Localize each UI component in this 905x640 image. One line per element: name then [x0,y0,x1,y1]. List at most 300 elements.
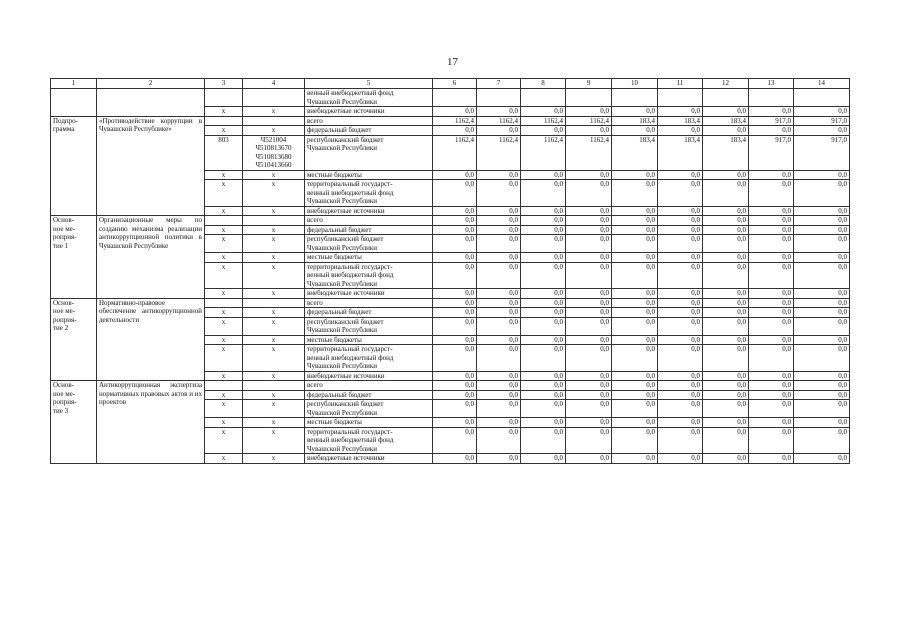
cell-value: 0,0 [749,317,794,335]
column-number: 1 [51,79,97,89]
column-number: 7 [477,79,521,89]
cell-value: 0,0 [749,126,794,136]
cell-value: 0,0 [477,107,521,117]
cell-value: 0,0 [433,107,477,117]
cell-value [749,89,794,107]
cell-target-code: х [243,390,305,400]
cell-value: 0,0 [477,390,521,400]
column-number: 8 [521,79,566,89]
cell-value: 0,0 [703,107,749,117]
cell-value: 0,0 [749,216,794,226]
cell-value: 1162,4 [521,116,566,126]
cell-value: 0,0 [612,298,658,308]
cell-value: 0,0 [521,235,566,253]
cell-value: 0,0 [749,427,794,454]
cell-value: 0,0 [433,235,477,253]
cell-value [612,89,658,107]
cell-funding-source: территориальный государст- венный внебюджетный фонд Чувашской Республики [305,345,433,372]
cell-value: 0,0 [749,345,794,372]
cell-value: 0,0 [658,454,703,464]
cell-target-code: х [243,107,305,117]
cell-funding-source: федеральный бюджет [305,126,433,136]
cell-value: 0,0 [566,381,612,391]
cell-gr-code: х [205,289,243,299]
cell-value: 0,0 [703,381,749,391]
cell-value: 0,0 [477,418,521,428]
cell-value: 0,0 [658,126,703,136]
cell-value: 0,0 [477,225,521,235]
cell-value: 917,0 [794,116,850,126]
cell-value: 0,0 [794,170,850,180]
cell-value: 0,0 [612,317,658,335]
cell-value: 0,0 [566,253,612,263]
cell-funding-source: республиканский бюджет Чувашской Республики [305,400,433,418]
cell-value: 0,0 [433,390,477,400]
cell-value: 0,0 [477,381,521,391]
cell-funding-source: венный внебюджетный фонд Чувашской Республики [305,89,433,107]
cell-value: 0,0 [612,107,658,117]
cell-value: 0,0 [477,289,521,299]
cell-title: Антикоррупционная экспертиза нормативных правовых актов и их проектов [97,381,205,464]
cell-value: 0,0 [521,308,566,318]
cell-value: 1162,4 [477,135,521,170]
cell-value: 0,0 [521,381,566,391]
cell-value [658,89,703,107]
cell-target-code: х [243,400,305,418]
cell-value: 0,0 [703,317,749,335]
cell-value: 0,0 [703,126,749,136]
cell-value: 0,0 [794,225,850,235]
cell-value: 0,0 [703,335,749,345]
cell-gr-code: 803 [205,135,243,170]
column-number: 12 [703,79,749,89]
cell-value: 0,0 [612,289,658,299]
cell-value: 0,0 [521,298,566,308]
column-number: 3 [205,79,243,89]
cell-value: 0,0 [566,225,612,235]
cell-value: 0,0 [521,400,566,418]
cell-value: 0,0 [433,216,477,226]
cell-value: 0,0 [794,418,850,428]
cell-value: 0,0 [477,180,521,207]
cell-value: 0,0 [612,225,658,235]
cell-funding-source: всего [305,216,433,226]
cell-gr-code: х [205,308,243,318]
cell-value: 0,0 [566,216,612,226]
cell-value: 0,0 [703,427,749,454]
cell-gr-code: х [205,262,243,289]
cell-value: 0,0 [703,390,749,400]
cell-value: 0,0 [566,390,612,400]
cell-value: 0,0 [749,180,794,207]
cell-value: 0,0 [521,170,566,180]
cell-value: 0,0 [521,107,566,117]
cell-funding-source: федеральный бюджет [305,225,433,235]
cell-funding-source: республиканский бюджет Чувашской Республики [305,235,433,253]
cell-value: 183,4 [703,135,749,170]
cell-value: 183,4 [612,116,658,126]
cell-value: 0,0 [612,216,658,226]
cell-funding-source: внебюджетные источники [305,454,433,464]
cell-value: 0,0 [566,308,612,318]
cell-value: 0,0 [477,235,521,253]
cell-funding-source: всего [305,116,433,126]
cell-target-code [243,216,305,226]
cell-value: 0,0 [703,235,749,253]
cell-gr-code: х [205,454,243,464]
cell-value: 1162,4 [521,135,566,170]
cell-value [477,89,521,107]
cell-value: 0,0 [612,335,658,345]
cell-value: 0,0 [477,262,521,289]
cell-value: 0,0 [794,400,850,418]
cell-value: 0,0 [566,262,612,289]
cell-value: 0,0 [658,345,703,372]
column-number: 10 [612,79,658,89]
cell-target-code: х [243,206,305,216]
cell-target-code: х [243,418,305,428]
cell-value: 0,0 [703,454,749,464]
cell-target-code: х [243,335,305,345]
column-number: 13 [749,79,794,89]
cell-value: 0,0 [749,262,794,289]
cell-value: 0,0 [749,107,794,117]
cell-value: 0,0 [749,235,794,253]
cell-value: 183,4 [703,116,749,126]
cell-value: 0,0 [794,335,850,345]
cell-value: 0,0 [433,289,477,299]
cell-value: 0,0 [566,371,612,381]
cell-value: 0,0 [566,170,612,180]
cell-value: 1162,4 [477,116,521,126]
cell-value: 0,0 [612,371,658,381]
cell-value: 0,0 [658,262,703,289]
cell-value [794,89,850,107]
cell-value: 0,0 [612,180,658,207]
cell-value: 0,0 [749,289,794,299]
cell-value: 0,0 [521,335,566,345]
column-number: 2 [97,79,205,89]
cell-value: 0,0 [433,427,477,454]
cell-value: 0,0 [794,427,850,454]
cell-value: 0,0 [658,235,703,253]
column-number: 6 [433,79,477,89]
column-number: 5 [305,79,433,89]
cell-value: 0,0 [433,298,477,308]
cell-value: 0,0 [433,317,477,335]
cell-value: 0,0 [521,180,566,207]
column-number: 4 [243,79,305,89]
cell-funding-source: местные бюджеты [305,170,433,180]
cell-value: 0,0 [749,335,794,345]
cell-value: 0,0 [658,400,703,418]
cell-value: 917,0 [749,135,794,170]
cell-value: 0,0 [433,206,477,216]
cell-value: 0,0 [794,345,850,372]
cell-value: 0,0 [703,225,749,235]
cell-value: 0,0 [612,170,658,180]
cell-title: Организационные меры по созданию механизма реализации антикоррупционной политики в Чувашской Республике [97,216,205,299]
cell-value: 0,0 [612,345,658,372]
cell-value: 0,0 [749,308,794,318]
cell-value: 0,0 [566,235,612,253]
cell-value: 1162,4 [433,135,477,170]
cell-value: 0,0 [433,335,477,345]
cell-value: 0,0 [794,216,850,226]
cell-value: 0,0 [477,253,521,263]
cell-target-code [243,298,305,308]
cell-target-code: х [243,126,305,136]
cell-value: 0,0 [521,454,566,464]
cell-target-code: х [243,225,305,235]
cell-value: 0,0 [749,170,794,180]
cell-gr-code: х [205,371,243,381]
cell-gr-code: х [205,427,243,454]
cell-funding-source: местные бюджеты [305,335,433,345]
cell-value: 0,0 [566,454,612,464]
cell-value: 0,0 [433,180,477,207]
cell-value: 0,0 [566,400,612,418]
cell-funding-source: внебюджетные источники [305,289,433,299]
cell-value: 0,0 [521,427,566,454]
cell-value: 0,0 [477,216,521,226]
cell-value: 0,0 [794,371,850,381]
cell-value: 0,0 [612,235,658,253]
cell-title [97,89,205,117]
cell-value: 917,0 [794,135,850,170]
cell-value: 0,0 [703,418,749,428]
cell-value: 0,0 [521,216,566,226]
cell-funding-source: территориальный государст- венный внебюджетный фонд Чувашской Республики [305,262,433,289]
cell-value: 0,0 [566,345,612,372]
cell-gr-code [205,381,243,391]
cell-value: 0,0 [433,262,477,289]
cell-value: 0,0 [658,107,703,117]
cell-value: 0,0 [794,126,850,136]
cell-value: 0,0 [433,225,477,235]
cell-value: 183,4 [658,116,703,126]
budget-table [50,78,850,464]
cell-value: 0,0 [749,381,794,391]
cell-value: 1162,4 [566,116,612,126]
cell-kind: Основ- ное ме- роприя- тие 2 [51,298,97,381]
cell-gr-code: х [205,180,243,207]
cell-value: 0,0 [703,400,749,418]
cell-gr-code: х [205,390,243,400]
cell-funding-source: всего [305,381,433,391]
cell-value: 0,0 [658,216,703,226]
cell-value [703,89,749,107]
cell-funding-source: внебюджетные источники [305,206,433,216]
cell-target-code: х [243,180,305,207]
cell-value: 0,0 [794,253,850,263]
cell-gr-code: х [205,400,243,418]
table-body [51,79,850,464]
cell-target-code: х [243,454,305,464]
cell-value: 0,0 [521,418,566,428]
cell-value: 0,0 [658,418,703,428]
cell-value: 0,0 [794,390,850,400]
cell-value: 0,0 [749,371,794,381]
cell-target-code: Ч521004 Ч510813670 Ч510813680 Ч510413660 [243,135,305,170]
cell-funding-source: федеральный бюджет [305,308,433,318]
cell-value: 0,0 [749,253,794,263]
cell-target-code: х [243,345,305,372]
cell-value: 0,0 [521,225,566,235]
cell-kind: Основ- ное ме- роприя- тие 1 [51,216,97,299]
cell-funding-source: федеральный бюджет [305,390,433,400]
cell-value: 0,0 [433,345,477,372]
cell-value: 0,0 [749,418,794,428]
cell-value: 0,0 [794,289,850,299]
cell-value: 0,0 [477,298,521,308]
cell-gr-code: х [205,335,243,345]
cell-target-code: х [243,308,305,318]
cell-value: 0,0 [703,206,749,216]
cell-value: 0,0 [703,170,749,180]
cell-value: 0,0 [477,335,521,345]
cell-value: 0,0 [658,381,703,391]
cell-value: 0,0 [521,390,566,400]
cell-gr-code: х [205,253,243,263]
cell-value: 0,0 [794,262,850,289]
cell-value: 0,0 [521,262,566,289]
cell-value: 0,0 [433,381,477,391]
cell-value: 0,0 [521,289,566,299]
cell-value: 0,0 [566,317,612,335]
table-row [51,116,850,126]
cell-value: 0,0 [658,253,703,263]
cell-value: 0,0 [703,345,749,372]
cell-value: 0,0 [612,427,658,454]
cell-value: 0,0 [703,180,749,207]
cell-value: 0,0 [703,262,749,289]
cell-value: 0,0 [658,180,703,207]
cell-value: 0,0 [612,400,658,418]
cell-value: 1162,4 [433,116,477,126]
cell-value: 0,0 [477,317,521,335]
cell-value: 0,0 [658,308,703,318]
cell-value: 0,0 [477,427,521,454]
cell-gr-code [205,116,243,126]
cell-funding-source: внебюджетные источники [305,107,433,117]
cell-value: 0,0 [566,107,612,117]
cell-title: «Противодействие коррупции в Чувашской Республике» [97,116,205,216]
cell-gr-code: х [205,206,243,216]
cell-value: 0,0 [521,345,566,372]
column-number: 14 [794,79,850,89]
cell-value: 0,0 [749,225,794,235]
cell-value: 0,0 [794,235,850,253]
cell-value: 0,0 [477,400,521,418]
cell-value: 0,0 [521,317,566,335]
cell-target-code: х [243,235,305,253]
cell-gr-code: х [205,345,243,372]
cell-target-code [243,89,305,107]
cell-target-code [243,116,305,126]
cell-value: 0,0 [612,206,658,216]
header-row [51,79,850,89]
cell-value: 0,0 [612,308,658,318]
cell-value: 0,0 [658,170,703,180]
cell-value: 0,0 [794,107,850,117]
cell-value: 0,0 [477,454,521,464]
cell-value: 0,0 [749,390,794,400]
cell-value: 0,0 [658,225,703,235]
cell-value: 0,0 [658,390,703,400]
page-number: 17 [447,56,458,68]
cell-gr-code: х [205,317,243,335]
cell-target-code: х [243,253,305,263]
cell-target-code: х [243,262,305,289]
cell-value: 0,0 [658,206,703,216]
cell-value: 0,0 [749,400,794,418]
cell-value: 0,0 [658,371,703,381]
cell-kind: Основ- ное ме- роприя- тие 3 [51,381,97,464]
cell-value: 0,0 [477,308,521,318]
cell-value: 0,0 [612,262,658,289]
cell-value: 0,0 [703,253,749,263]
cell-value: 0,0 [612,253,658,263]
cell-value: 0,0 [749,206,794,216]
cell-value: 0,0 [794,454,850,464]
cell-value: 0,0 [703,308,749,318]
cell-funding-source: территориальный государст- венный внебюджетный фонд Чувашской Республики [305,427,433,454]
cell-value: 0,0 [794,317,850,335]
cell-value: 0,0 [612,390,658,400]
cell-funding-source: республиканский бюджет Чувашской Республики [305,317,433,335]
cell-value: 0,0 [794,180,850,207]
cell-value: 0,0 [521,371,566,381]
cell-value: 0,0 [566,289,612,299]
cell-funding-source: территориальный государст- венный внебюджетный фонд Чувашской Республики [305,180,433,207]
cell-funding-source: местные бюджеты [305,253,433,263]
cell-value: 0,0 [433,400,477,418]
cell-value: 0,0 [658,427,703,454]
cell-funding-source: местные бюджеты [305,418,433,428]
cell-value: 0,0 [477,170,521,180]
cell-value: 0,0 [749,454,794,464]
cell-value [566,89,612,107]
cell-title: Нормативно-правовое обеспечение антикоррупционной деятельности [97,298,205,381]
cell-value: 0,0 [566,335,612,345]
cell-value: 0,0 [477,345,521,372]
cell-value: 0,0 [566,418,612,428]
cell-value: 0,0 [433,253,477,263]
cell-target-code: х [243,317,305,335]
cell-value: 0,0 [612,418,658,428]
cell-value: 0,0 [658,289,703,299]
cell-gr-code: х [205,235,243,253]
cell-value: 0,0 [703,371,749,381]
table-row [51,89,850,107]
cell-gr-code [205,216,243,226]
cell-target-code: х [243,371,305,381]
cell-target-code: х [243,427,305,454]
cell-value: 0,0 [794,381,850,391]
column-number: 11 [658,79,703,89]
table-row [51,298,850,308]
cell-value: 0,0 [433,418,477,428]
cell-value: 0,0 [703,289,749,299]
cell-value: 0,0 [612,126,658,136]
cell-value: 0,0 [477,206,521,216]
cell-gr-code [205,298,243,308]
cell-value: 0,0 [433,308,477,318]
cell-value: 0,0 [521,126,566,136]
cell-gr-code: х [205,170,243,180]
cell-gr-code: х [205,418,243,428]
